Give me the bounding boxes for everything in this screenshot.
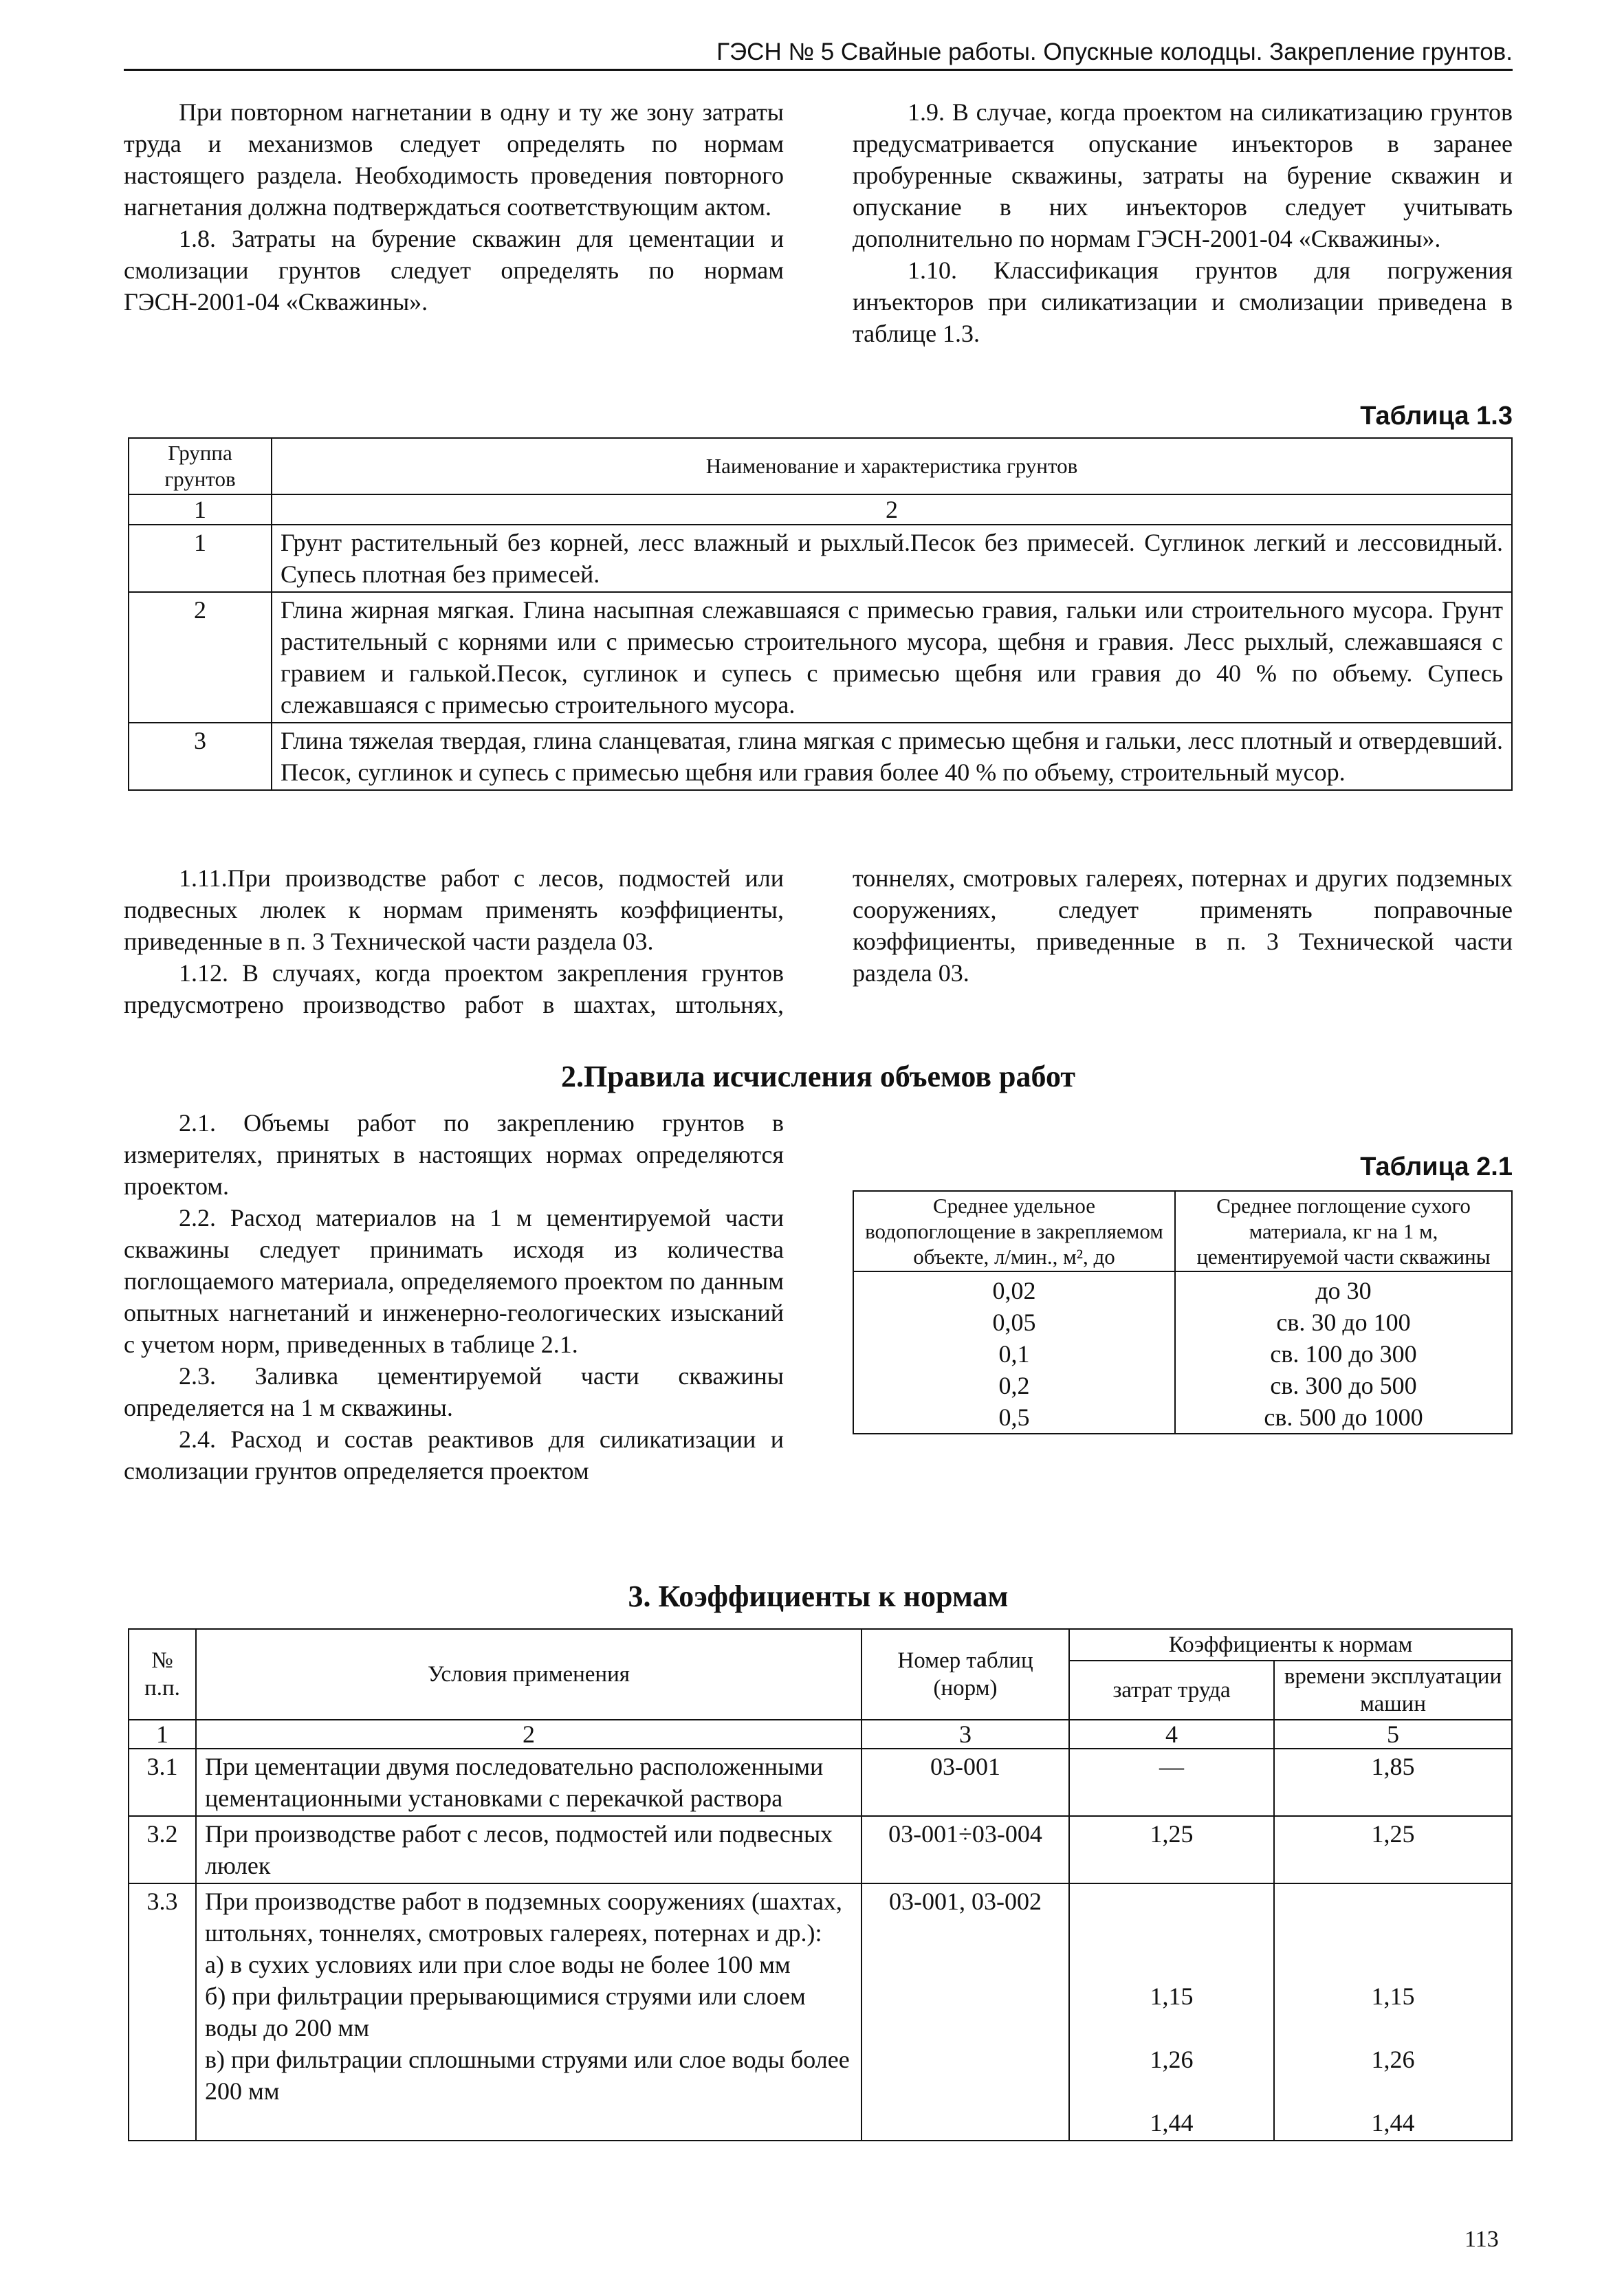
paragraph-1-11: 1.11.При производстве работ с лесов, подмостей или подвесных люлек к нормам применять коэффициенты, приведенные в п. 3 Технической части раздела 03. [124, 864, 784, 955]
condition: При цементации двумя последовательно расположенными цементационными установками с перекачкой раствора [196, 1749, 862, 1816]
soil-group: 2 [129, 592, 272, 723]
machine-coef-c: 1,44 [1371, 2109, 1415, 2136]
paragraph: При повторном нагнетании в одну и ту же зону затраты труда и механизмов следует определять по нормам настоящего раздела. Необходимость проведения повторного нагнетания должна подтверждаться соответствующим актом. [124, 98, 784, 221]
intro-right-column [853, 96, 1513, 349]
header-tables: Номер таблиц (норм) [862, 1629, 1069, 1720]
material-value: св. 100 до 300 [1175, 1338, 1512, 1370]
machine-coef [1274, 1883, 1512, 2141]
row-num: 3.2 [129, 1816, 196, 1883]
material-value: св. 30 до 100 [1175, 1307, 1512, 1338]
table-row [853, 1271, 1512, 1307]
paragraph-2-2: 2.2. Расход материалов на 1 м цементируемой части скважины следует принимать исходя из количества поглощаемого материала, определяемого проектом по данным опытных нагнетаний и инженерно-геологических изысканий с учетом норм, приведенных в таблице 2.1. [124, 1204, 784, 1358]
soil-group: 3 [129, 723, 272, 790]
colnum: 1 [129, 1720, 196, 1749]
machine-coef: 1,25 [1274, 1816, 1512, 1883]
table-row [853, 1338, 1512, 1370]
paragraph-1-9: 1.9. В случае, когда проектом на силикатизацию грунтов предусматривается опускание инъекторов в заранее пробуренные скважины, затраты на бурение скважин и опускание в них инъекторов следует учитывать дополнительно по нормам ГЭСН-2001-04 «Скважины». [853, 98, 1513, 252]
material-value: до 30 [1175, 1271, 1512, 1307]
table-2-1-caption: Таблица 2.1 [1360, 1152, 1513, 1181]
colnum: 4 [1069, 1720, 1274, 1749]
table-row [129, 1749, 1512, 1816]
condition-b: б) при фильтрации прерывающимися струями или слоем воды до 200 мм [205, 1982, 806, 2042]
soil-group: 1 [129, 525, 272, 592]
soil-description: Глина тяжелая твердая, глина сланцеватая, глина мягкая с примесью щебня и гальки, лесс плотный и отвердевший. Песок, суглинок и супесь с примесью щебня или гравия более 40 % по объему, строительный мусор. [272, 723, 1512, 790]
table-1-3-colnum: 2 [272, 494, 1512, 525]
section-3-title: 3. Коэффициенты к нормам [628, 1579, 1009, 1613]
header-machine-time: времени эксплуатации машин [1274, 1661, 1512, 1720]
header-coefficients: Коэффициенты к нормам [1069, 1629, 1512, 1661]
table-1-3 [128, 437, 1513, 791]
absorption-value: 0,02 [853, 1271, 1175, 1307]
table-1-3-colnum: 1 [129, 494, 272, 525]
labor-coef-b: 1,26 [1150, 2046, 1194, 2073]
table-row [129, 1816, 1512, 1883]
absorption-value: 0,05 [853, 1307, 1175, 1338]
table-row [129, 525, 1512, 592]
table-ref: 03-001, 03-002 [862, 1883, 1069, 2141]
machine-coef: 1,85 [1274, 1749, 1512, 1816]
paragraph-2-3: 2.3. Заливка цементируемой части скважины определяется на 1 м скважины. [124, 1362, 784, 1421]
absorption-value: 0,1 [853, 1338, 1175, 1370]
table-3-coefficients [128, 1628, 1513, 2141]
table-2-1-header-absorption: Среднее удельное водопоглощение в закрепляемом объекте, л/мин., м², до [853, 1191, 1175, 1271]
paragraph-2-1: 2.1. Объемы работ по закреплению грунтов в измерителях, принятых в настоящих нормах определяются проектом. [124, 1109, 784, 1200]
table-row [853, 1307, 1512, 1338]
table-row [129, 592, 1512, 723]
table-1-3-header-name: Наименование и характеристика грунтов [272, 438, 1512, 494]
colnum: 5 [1274, 1720, 1512, 1749]
labor-coef: 1,25 [1069, 1816, 1274, 1883]
soil-description: Грунт растительный без корней, лесс влажный и рыхлый.Песок без примесей. Суглинок легкий и лессовидный. Супесь плотная без примесей. [272, 525, 1512, 592]
absorption-value: 0,5 [853, 1401, 1175, 1434]
table-ref: 03-001÷03-004 [862, 1816, 1069, 1883]
absorption-value: 0,2 [853, 1370, 1175, 1401]
soil-description: Глина жирная мягкая. Глина насыпная слежавшаяся с примесью гравия, гальки или строительного мусора. Грунт растительный с корнями или с примесью строительного мусора, щебня и гравия. Лесс рыхлый, слежавшаяся с гравием и галькой.Песок, суглинок и супесь с примесью щебня или гравия до 40 % по объему. Супесь слежавшаяся с примесью строительного мусора. [272, 592, 1512, 723]
labor-coef-c: 1,44 [1150, 2109, 1194, 2136]
machine-coef-b: 1,26 [1371, 2046, 1415, 2073]
table-1-3-header-group: Группа грунтов [129, 438, 272, 494]
table-ref: 03-001 [862, 1749, 1069, 1816]
table-row [853, 1370, 1512, 1401]
labor-coef [1069, 1883, 1274, 2141]
condition: При производстве работ с лесов, подмостей или подвесных люлек [196, 1816, 862, 1883]
page-number: 113 [1464, 2227, 1499, 2252]
header-num: № п.п. [129, 1629, 196, 1720]
section-2-text [124, 1107, 784, 1487]
row-num: 3.3 [129, 1883, 196, 2141]
paragraph-1-12: 1.12. В случаях, когда проектом закрепления грунтов предусмотрено производство работ в шахтах, штольнях, тоннелях, смотровых галереях, потернах и других подземных сооружениях, следует применять поправочные коэффициенты, приведенные в п. 3 Технической части раздела 03. [124, 864, 1513, 1018]
intro-left-column [124, 96, 784, 318]
labor-coef-a: 1,15 [1150, 1982, 1194, 2010]
material-value: св. 300 до 500 [1175, 1370, 1512, 1401]
table-row [129, 1883, 1512, 2141]
table-row [129, 723, 1512, 790]
condition [196, 1883, 862, 2141]
section-2-title: 2.Правила исчисления объемов работ [561, 1060, 1075, 1093]
paragraph-1-10: 1.10. Классификация грунтов для погружения инъекторов при силикатизации и смолизации приведена в таблице 1.3. [853, 256, 1513, 347]
header-conditions: Условия применения [196, 1629, 862, 1720]
labor-coef: — [1069, 1749, 1274, 1816]
header-labor: затрат труда [1069, 1661, 1274, 1720]
row-num: 3.1 [129, 1749, 196, 1816]
paragraph-1-8: 1.8. Затраты на бурение скважин для цементации и смолизации грунтов следует определять по нормам ГЭСН-2001-04 «Скважины». [124, 225, 784, 316]
colnum: 2 [196, 1720, 862, 1749]
condition-intro: При производстве работ в подземных сооружениях (шахтах, штольнях, тоннелях, смотровых галереях, потернах и др.): [205, 1888, 842, 1947]
mid-text [124, 862, 1513, 1020]
table-1-3-caption: Таблица 1.3 [1360, 402, 1513, 430]
condition-a: а) в сухих условиях или при слое воды не более 100 мм [205, 1951, 791, 1978]
condition-c: в) при фильтрации сплошными струями или слое воды более 200 мм [205, 2046, 850, 2105]
material-value: св. 500 до 1000 [1175, 1401, 1512, 1434]
machine-coef-a: 1,15 [1371, 1982, 1415, 2010]
running-header: ГЭСН № 5 Свайные работы. Опускные колодцы. Закрепление грунтов. [124, 39, 1513, 71]
table-2-1-header-material: Среднее поглощение сухого материала, кг на 1 м, цементируемой части скважины [1175, 1191, 1512, 1271]
table-row [853, 1401, 1512, 1434]
colnum: 3 [862, 1720, 1069, 1749]
paragraph-2-4: 2.4. Расход и состав реактивов для силикатизации и смолизации грунтов определяется проектом [124, 1425, 784, 1485]
table-2-1 [853, 1190, 1513, 1434]
